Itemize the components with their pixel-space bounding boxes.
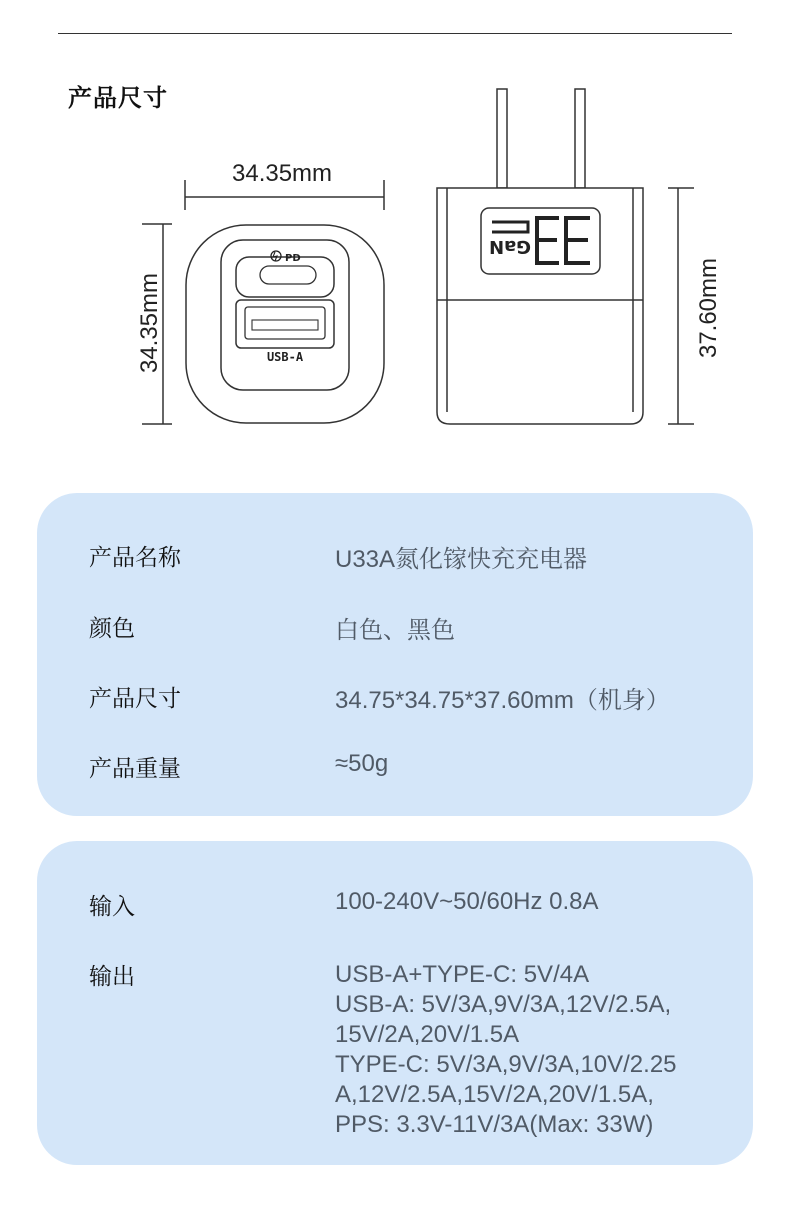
output-label: 输出	[89, 964, 135, 990]
input-label: 输入	[89, 894, 135, 920]
depth-dimension-label: 37.60mm	[695, 257, 722, 359]
output-line: PPS: 3.3V-11V/3A(Max: 33W)	[335, 1111, 654, 1138]
input-value: 100-240V~50/60Hz 0.8A	[335, 888, 599, 915]
output-line: USB-A+TYPE-C: 5V/4A	[335, 961, 590, 988]
size-value: 34.75*34.75*37.60mm（机身）	[335, 687, 670, 714]
product-info-card	[37, 493, 753, 816]
charger-side-view	[437, 188, 643, 424]
output-line: USB-A: 5V/3A,9V/3A,12V/2.5A,	[335, 991, 672, 1018]
dimension-drawing	[0, 0, 790, 460]
color-value: 白色、黑色	[335, 617, 455, 644]
output-line: 15V/2A,20V/1.5A	[335, 1021, 520, 1048]
output-line: TYPE-C: 5V/3A,9V/3A,10V/2.25	[335, 1051, 677, 1078]
depth-dimension-line	[668, 188, 694, 424]
output-value	[335, 960, 677, 1140]
pd-label: PD	[285, 253, 301, 264]
product-name-value: U33A氮化镓快充充电器	[335, 546, 588, 573]
width-dimension-label: 34.35mm	[232, 160, 333, 187]
plug-prongs	[497, 89, 585, 188]
output-line: A,12V/2.5A,15V/2A,20V/1.5A,	[335, 1081, 654, 1108]
weight-label: 产品重量	[89, 756, 181, 782]
usb-a-label: USB-A	[266, 350, 304, 364]
color-label: 颜色	[89, 616, 135, 642]
electrical-spec-card	[37, 841, 753, 1165]
svg-text:GaN: GaN	[489, 236, 531, 257]
gan-logo	[489, 236, 531, 257]
size-label: 产品尺寸	[89, 686, 181, 712]
weight-value: ≈50g	[335, 750, 389, 777]
height-dimension-label: 34.35mm	[136, 272, 163, 374]
section-title: 产品尺寸	[68, 84, 168, 112]
product-name-label: 产品名称	[89, 545, 181, 571]
